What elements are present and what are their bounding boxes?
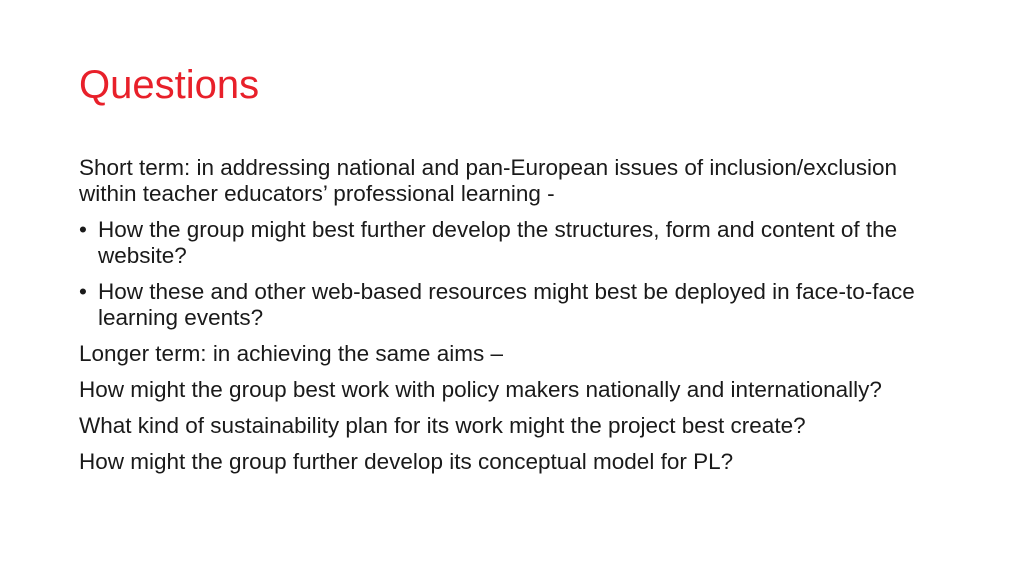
question-sustainability-plan: What kind of sustainability plan for its work might the project best create? — [79, 413, 806, 438]
bullet-text: How the group might best further develop the structures, form and content of the website? — [98, 217, 898, 268]
short-term-intro: Short term: in addressing national and pan-European issues of inclusion/exclusion within teacher educators’ professional learning - — [79, 155, 897, 206]
slide-title: Questions — [79, 63, 260, 107]
bullet-text: How these and other web-based resources might best be deployed in face-to-face learning events? — [98, 279, 915, 330]
bullet-item — [79, 217, 959, 269]
bullet-list — [79, 217, 959, 331]
bullet-dot: • — [79, 279, 87, 304]
question-policy-makers: How might the group best work with policy makers nationally and internationally? — [79, 377, 882, 402]
question-conceptual-model: How might the group further develop its conceptual model for PL? — [79, 449, 734, 474]
slide-body — [79, 155, 959, 475]
bullet-item — [79, 279, 959, 331]
longer-term-intro: Longer term: in achieving the same aims – — [79, 341, 503, 366]
bullet-dot: • — [79, 217, 87, 242]
